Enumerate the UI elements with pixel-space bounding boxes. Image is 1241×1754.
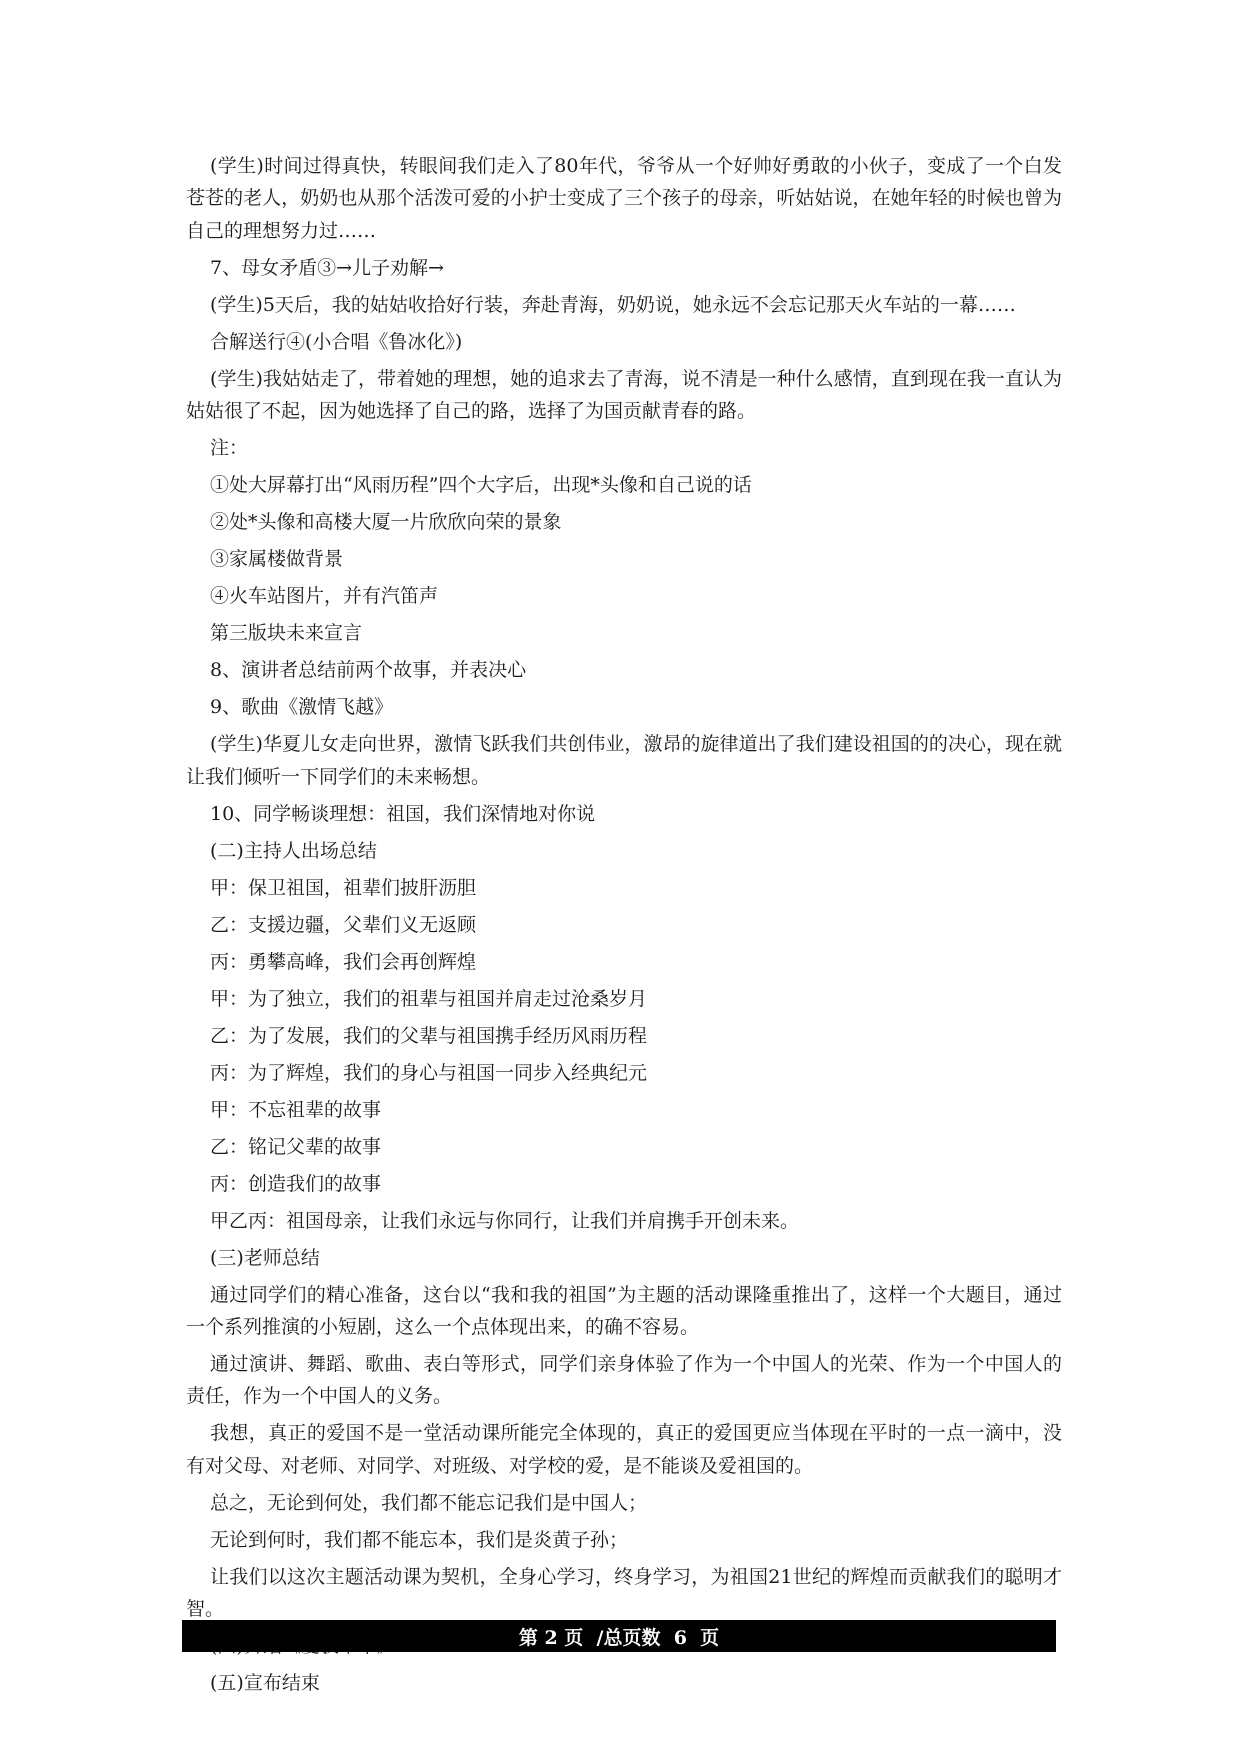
paragraph-7: ①处大屏幕打出“风雨历程”四个大字后，出现*头像和自己说的话 — [210, 474, 752, 497]
page-number-label: 第 2 页 /总页数 6 页 — [518, 1626, 720, 1649]
paragraph-3: (学生)5天后，我的姑姑收拾好行装，奔赴青海，奶奶说，她永远不会忘记那天火车站的一幕…… — [210, 293, 1016, 316]
paragraph-18: 乙：支援边疆，父辈们义无返顾 — [210, 913, 477, 936]
paragraph-6: 注： — [210, 437, 249, 460]
paragraph-33: 让我们以这次主题活动课为契机，全身心学习，终身学习，为祖国21世纪的辉煌而贡献我们的聪明才智。 — [186, 1565, 1062, 1621]
paragraph-15: 10、同学畅谈理想：祖国，我们深情地对你说 — [210, 802, 596, 825]
paragraph-30: 我想，真正的爱国不是一堂活动课所能完全体现的，真正的爱国更应当体现在平时的一点一滴中，没有对父母、对老师、对同学、对班级、对学校的爱，是不能谈及爱祖国的。 — [186, 1422, 1062, 1477]
paragraph-12: 8、演讲者总结前两个故事，并表决心 — [210, 659, 527, 682]
paragraph-23: 甲：不忘祖辈的故事 — [210, 1098, 382, 1121]
paragraph-13: 9、歌曲《激情飞越》 — [210, 696, 394, 719]
paragraph-19: 丙：勇攀高峰，我们会再创辉煌 — [210, 950, 477, 973]
paragraph-1: (学生)时间过得真快，转眼间我们走入了80年代，爷爷从一个好帅好勇敢的小伙子，变成了一个白发苍苍的老人，奶奶也从那个活泼可爱的小护士变成了三个孩子的母亲，听姑姑说，在她年轻的时候也曾为自己的理想努力过…… — [186, 155, 1062, 242]
paragraph-26: 甲乙丙：祖国母亲，让我们永远与你同行，让我们并肩携手开创未来。 — [210, 1209, 800, 1232]
paragraph-14: (学生)华夏儿女走向世界，激情飞跃我们共创伟业，激昂的旋律道出了我们建设祖国的的决心，现在就让我们倾听一下同学们的未来畅想。 — [186, 733, 1062, 788]
paragraph-9: ③家属楼做背景 — [210, 548, 344, 571]
paragraph-29: 通过演讲、舞蹈、歌曲、表白等形式，同学们亲身体验了作为一个中国人的光荣、作为一个中国人的责任，作为一个中国人的义务。 — [186, 1353, 1062, 1408]
paragraph-2: 7、母女矛盾③→儿子劝解→ — [210, 256, 444, 279]
paragraph-17: 甲：保卫祖国，祖辈们披肝沥胆 — [210, 876, 477, 899]
paragraph-27: (三)老师总结 — [210, 1246, 320, 1269]
paragraph-35: (五)宣布结束 — [210, 1672, 320, 1695]
paragraph-4: 合解送行④(小合唱《鲁冰化》) — [210, 330, 463, 353]
paragraph-20: 甲：为了独立，我们的祖辈与祖国并肩走过沧桑岁月 — [210, 987, 648, 1010]
paragraph-8: ②处*头像和高楼大厦一片欣欣向荣的景象 — [210, 511, 562, 534]
paragraph-24: 乙：铭记父辈的故事 — [210, 1135, 382, 1158]
paragraph-5: (学生)我姑姑走了，带着她的理想，她的追求去了青海，说不清是一种什么感情，直到现在我一直认为姑姑很了不起，因为她选择了自己的路，选择了为国贡献青春的路。 — [186, 367, 1062, 423]
paragraph-31: 总之，无论到何处，我们都不能忘记我们是中国人； — [210, 1491, 648, 1514]
paragraph-28: 通过同学们的精心准备，这台以“我和我的祖国”为主题的活动课隆重推出了，这样一个大题目，通过一个系列推演的小短剧，这么一个点体现出来，的确不容易。 — [186, 1283, 1062, 1339]
document-body — [186, 150, 1062, 1700]
paragraph-10: ④火车站图片，并有汽笛声 — [210, 585, 439, 608]
paragraph-22: 丙：为了辉煌，我们的身心与祖国一同步入经典纪元 — [210, 1061, 648, 1084]
paragraph-16: (二)主持人出场总结 — [210, 839, 377, 862]
paragraph-21: 乙：为了发展，我们的父辈与祖国携手经历风雨历程 — [210, 1024, 648, 1047]
page-footer — [182, 1620, 1056, 1652]
paragraph-32: 无论到何时，我们都不能忘本，我们是炎黄子孙； — [210, 1528, 629, 1551]
paragraph-11: 第三版块未来宣言 — [210, 622, 363, 645]
paragraph-25: 丙：创造我们的故事 — [210, 1172, 382, 1195]
